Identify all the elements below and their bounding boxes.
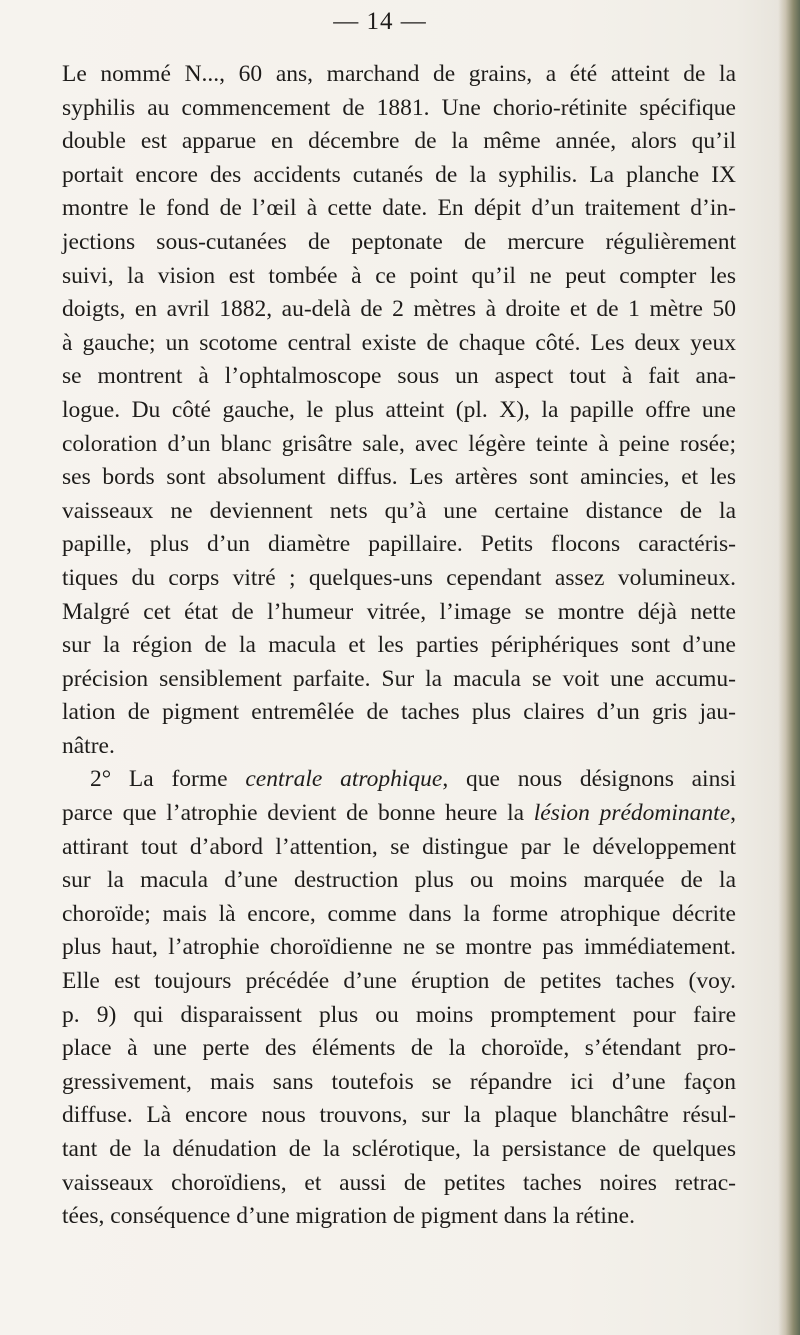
text-line: précision sensiblement parfaite. Sur la macula se voit une accumu-	[62, 665, 736, 692]
text-line: p. 9) qui disparaissent plus ou moins promptement pour faire	[62, 1001, 736, 1028]
text-line: sur la région de la macula et les parties périphériques sont d’une	[62, 632, 736, 659]
italic-term: centrale atrophique	[245, 766, 443, 793]
text-line: syphilis au commencement de 1881. Une chorio-rétinite spécifique	[62, 94, 736, 121]
text-line: suivi, la vision est tombée à ce point qu’il ne peut compter les	[62, 262, 736, 289]
text-line: ses bords sont absolument diffus. Les artères sont amincies, et les	[62, 464, 736, 491]
text-line	[62, 797, 736, 831]
text-line: jections sous-cutanées de peptonate de mercure régulièrement	[62, 228, 736, 255]
text-segment: parce que l’atrophie devient de bonne heure la	[62, 800, 534, 827]
text-line: tées, conséquence d’une migration de pigment dans la rétine.	[62, 1203, 635, 1230]
text-line: choroïde; mais là encore, comme dans la forme atrophique décrite	[62, 900, 736, 927]
text-line: lation de pigment entremêlée de taches plus claires d’un gris jau-	[62, 699, 736, 726]
text-line: Malgré cet état de l’humeur vitrée, l’image se montre déjà nette	[62, 598, 736, 625]
text-line: tiques du corps vitré ; quelques-uns cependant assez volumineux.	[62, 564, 736, 591]
text-line: à gauche; un scotome central existe de chaque côté. Les deux yeux	[62, 329, 736, 356]
text-line: portait encore des accidents cutanés de la syphilis. La planche IX	[62, 161, 736, 188]
text-line: double est apparue en décembre de la même année, alors qu’il	[62, 128, 736, 155]
page-binding-edge	[778, 0, 800, 1335]
text-line: place à une perte des éléments de la choroïde, s’étendant pro-	[62, 1035, 736, 1062]
text-line: doigts, en avril 1882, au-delà de 2 mètres à droite et de 1 mètre 50	[62, 296, 736, 323]
text-line: tant de la dénudation de la sclérotique, la persistance de quelques	[62, 1136, 736, 1162]
page-number: — 14 —	[333, 8, 427, 35]
text-segment: ,	[730, 800, 737, 827]
text-line: logue. Du côté gauche, le plus atteint (pl. X), la papille offre une	[62, 396, 736, 423]
text-segment: , que nous désignons ainsi	[442, 766, 737, 793]
text-line: montre le fond de l’œil à cette date. En dépit d’un traitement d’in-	[62, 195, 736, 222]
text-line: plus haut, l’atrophie choroïdienne ne se montre pas immédiatement.	[62, 934, 736, 961]
text-line: sur la macula d’une destruction plus ou moins marquée de la	[62, 867, 736, 894]
text-line: Le nommé N..., 60 ans, marchand de grains, a été atteint de la	[62, 61, 736, 87]
text-line: gressivement, mais sans toutefois se répandre ici d’une façon	[62, 1068, 736, 1095]
text-line: vaisseaux ne deviennent nets qu’à une certaine distance de la	[62, 497, 736, 524]
text-line: Elle est toujours précédée d’une éruption de petites taches (voy.	[62, 968, 736, 995]
text-line	[62, 763, 736, 797]
italic-term: lésion prédominante	[533, 800, 731, 827]
text-line: diffuse. Là encore nous trouvons, sur la plaque blanchâtre résul-	[62, 1102, 736, 1129]
text-line: se montrent à l’ophtalmoscope sous un aspect tout à fait ana-	[62, 363, 736, 390]
text-line: coloration d’un blanc grisâtre sale, avec légère teinte à peine rosée;	[62, 430, 736, 457]
body-text	[62, 58, 736, 1234]
text-line: vaisseaux choroïdiens, et aussi de petites taches noires retrac-	[62, 1169, 736, 1196]
text-line: attirant tout d’abord l’attention, se distingue par le développement	[62, 833, 736, 860]
text-line: nâtre.	[62, 732, 115, 759]
text-segment: 2° La forme	[90, 766, 246, 793]
text-line: papille, plus d’un diamètre papillaire. Petits flocons caractéris-	[62, 531, 736, 558]
